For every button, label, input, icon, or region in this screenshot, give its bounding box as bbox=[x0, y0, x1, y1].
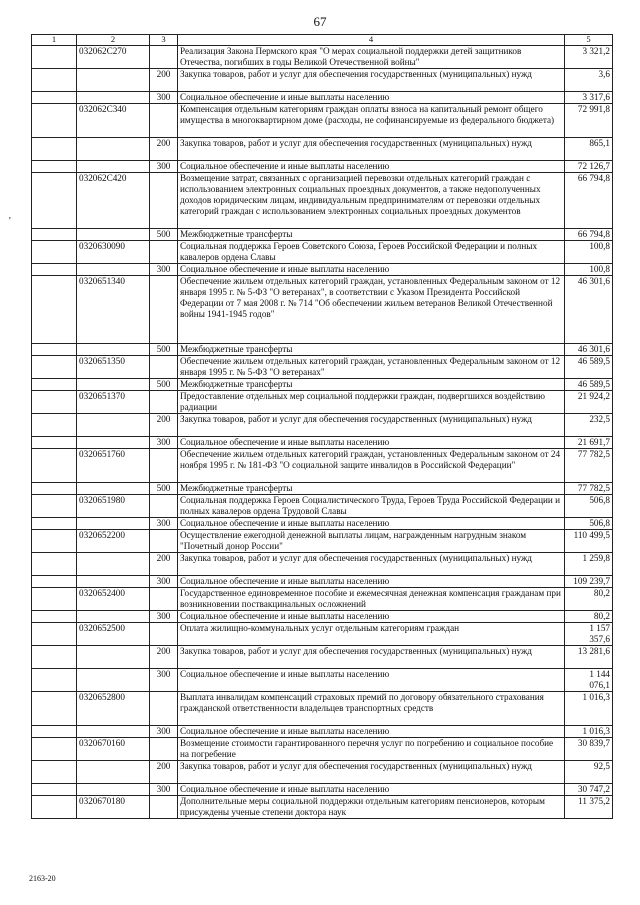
row-amount: 92,5 bbox=[565, 761, 613, 784]
row-amount: 1 016,3 bbox=[565, 692, 613, 726]
footer-code: 2163-20 bbox=[29, 874, 56, 883]
row-col1-cell bbox=[32, 229, 77, 241]
row-description: Социальное обеспечение и иные выплаты населению bbox=[178, 784, 565, 796]
row-amount: 72 126,7 bbox=[565, 161, 613, 173]
row-target-code: 0320670160 bbox=[77, 738, 150, 761]
column-header-3: 3 bbox=[150, 35, 178, 46]
row-col1-cell bbox=[32, 553, 77, 576]
row-target-code: 0320652500 bbox=[77, 623, 150, 646]
table-row bbox=[32, 276, 613, 344]
column-header-1: 1 bbox=[32, 35, 77, 46]
row-target-code bbox=[77, 483, 150, 495]
row-expense-type bbox=[150, 623, 178, 646]
row-col1-cell bbox=[32, 356, 77, 379]
row-description: Социальное обеспечение и иные выплаты населению bbox=[178, 726, 565, 738]
row-expense-type: 200 bbox=[150, 69, 178, 92]
table-row bbox=[32, 738, 613, 761]
row-target-code: 0320652200 bbox=[77, 530, 150, 553]
table-row bbox=[32, 518, 613, 530]
row-col1-cell bbox=[32, 669, 77, 692]
row-target-code bbox=[77, 553, 150, 576]
row-description: Закупка товаров, работ и услуг для обеспечения государственных (муниципальных) нужд bbox=[178, 138, 565, 161]
row-description: Оплата жилищно-коммунальных услуг отдельным категориям граждан bbox=[178, 623, 565, 646]
row-target-code bbox=[77, 379, 150, 391]
row-expense-type: 300 bbox=[150, 437, 178, 449]
row-description: Обеспечение жильем отдельных категорий граждан, установленных Федеральным законом от 12 января 1995 г. № 5-ФЗ "О ветеранах" bbox=[178, 356, 565, 379]
row-expense-type: 500 bbox=[150, 483, 178, 495]
row-description: Предоставление отдельных мер социальной поддержки граждан, подвергшихся воздействию радиации bbox=[178, 391, 565, 414]
row-col1-cell bbox=[32, 69, 77, 92]
row-expense-type bbox=[150, 104, 178, 138]
row-expense-type bbox=[150, 391, 178, 414]
row-col1-cell bbox=[32, 611, 77, 623]
table-row bbox=[32, 356, 613, 379]
row-expense-type bbox=[150, 796, 178, 819]
table-row bbox=[32, 796, 613, 819]
row-col1-cell bbox=[32, 623, 77, 646]
row-description: Дополнительные меры социальной поддержки отдельным категориям пенсионеров, которым присуждены ученые степени доктора наук bbox=[178, 796, 565, 819]
row-col1-cell bbox=[32, 530, 77, 553]
table-row bbox=[32, 692, 613, 726]
table-row bbox=[32, 669, 613, 692]
row-description: Закупка товаров, работ и услуг для обеспечения государственных (муниципальных) нужд bbox=[178, 414, 565, 437]
row-expense-type: 300 bbox=[150, 161, 178, 173]
row-amount: 3 317,6 bbox=[565, 92, 613, 104]
row-target-code: 032062С420 bbox=[77, 173, 150, 229]
row-amount: 1 157 357,6 bbox=[565, 623, 613, 646]
row-col1-cell bbox=[32, 692, 77, 726]
row-target-code: 0320651760 bbox=[77, 449, 150, 483]
row-expense-type bbox=[150, 738, 178, 761]
table-row bbox=[32, 588, 613, 611]
row-expense-type: 500 bbox=[150, 229, 178, 241]
row-target-code bbox=[77, 784, 150, 796]
table-row bbox=[32, 414, 613, 437]
row-description: Социальная поддержка Героев Советского Союза, Героев Российской Федерации и полных кавалеров ордена Славы bbox=[178, 241, 565, 264]
row-expense-type: 300 bbox=[150, 784, 178, 796]
row-amount: 3 321,2 bbox=[565, 46, 613, 69]
row-expense-type bbox=[150, 241, 178, 264]
row-target-code bbox=[77, 611, 150, 623]
row-col1-cell bbox=[32, 241, 77, 264]
table-row bbox=[32, 344, 613, 356]
row-description: Обеспечение жильем отдельных категорий граждан, установленных Федеральным законом от 12 января 1995 г. № 5-ФЗ "О ветеранах", в соответствии с Указом Президента Российской Федерации от 7 мая 2008 г. № 714 "Об обеспечении жильем ветеранов Великой Отечественной войны 1941-1945 годов" bbox=[178, 276, 565, 344]
row-amount: 100,8 bbox=[565, 241, 613, 264]
row-amount: 11 375,2 bbox=[565, 796, 613, 819]
table-row bbox=[32, 229, 613, 241]
row-description: Социальное обеспечение и иные выплаты населению bbox=[178, 437, 565, 449]
row-amount: 66 794,8 bbox=[565, 173, 613, 229]
row-amount: 46 301,6 bbox=[565, 276, 613, 344]
table-row bbox=[32, 761, 613, 784]
row-description: Социальное обеспечение и иные выплаты населению bbox=[178, 611, 565, 623]
row-description: Социальное обеспечение и иные выплаты населению bbox=[178, 518, 565, 530]
row-description: Межбюджетные трансферты bbox=[178, 483, 565, 495]
row-expense-type: 300 bbox=[150, 92, 178, 104]
row-col1-cell bbox=[32, 414, 77, 437]
row-description: Социальное обеспечение и иные выплаты населению bbox=[178, 92, 565, 104]
row-expense-type: 200 bbox=[150, 553, 178, 576]
row-description: Возмещение затрат, связанных с организацией перевозки отдельных категорий граждан с использованием электронных социальных проездных документов, а также недополученных доходов юридическим лицам, индивидуальным предпринимателям от перевозки отдельных категорий граждан с использованием электронных социальных проездных документов bbox=[178, 173, 565, 229]
table-body bbox=[32, 46, 613, 819]
table-row bbox=[32, 92, 613, 104]
row-amount: 80,2 bbox=[565, 611, 613, 623]
row-expense-type: 300 bbox=[150, 611, 178, 623]
row-target-code bbox=[77, 576, 150, 588]
row-target-code: 0320652800 bbox=[77, 692, 150, 726]
row-target-code bbox=[77, 92, 150, 104]
row-col1-cell bbox=[32, 588, 77, 611]
row-amount: 506,8 bbox=[565, 518, 613, 530]
row-col1-cell bbox=[32, 161, 77, 173]
row-amount: 77 782,5 bbox=[565, 483, 613, 495]
row-expense-type: 300 bbox=[150, 264, 178, 276]
row-description: Закупка товаров, работ и услуг для обеспечения государственных (муниципальных) нужд bbox=[178, 553, 565, 576]
row-description: Социальное обеспечение и иные выплаты населению bbox=[178, 161, 565, 173]
row-amount: 110 499,5 bbox=[565, 530, 613, 553]
row-description: Закупка товаров, работ и услуг для обеспечения государственных (муниципальных) нужд bbox=[178, 646, 565, 669]
table-row bbox=[32, 264, 613, 276]
row-amount: 80,2 bbox=[565, 588, 613, 611]
margin-mark: ' bbox=[9, 216, 11, 227]
row-col1-cell bbox=[32, 483, 77, 495]
row-expense-type: 500 bbox=[150, 344, 178, 356]
table-row bbox=[32, 553, 613, 576]
row-amount: 232,5 bbox=[565, 414, 613, 437]
table-row bbox=[32, 173, 613, 229]
row-col1-cell bbox=[32, 646, 77, 669]
row-description: Государственное единовременное пособие и ежемесячная денежная компенсация гражданам при возникновении поствакцинальных осложнений bbox=[178, 588, 565, 611]
column-header-4: 4 bbox=[178, 35, 565, 46]
row-col1-cell bbox=[32, 495, 77, 518]
row-amount: 1 144 076,1 bbox=[565, 669, 613, 692]
row-amount: 66 794,8 bbox=[565, 229, 613, 241]
row-description: Обеспечение жильем отдельных категорий граждан, установленных Федеральным законом от 24 ноября 1995 г. № 181-ФЗ "О социальной защите инвалидов в Российской Федерации" bbox=[178, 449, 565, 483]
column-header-5: 5 bbox=[565, 35, 613, 46]
row-expense-type bbox=[150, 173, 178, 229]
row-amount: 46 301,6 bbox=[565, 344, 613, 356]
row-description: Социальное обеспечение и иные выплаты населению bbox=[178, 576, 565, 588]
row-col1-cell bbox=[32, 46, 77, 69]
row-expense-type bbox=[150, 276, 178, 344]
table-row bbox=[32, 46, 613, 69]
row-amount: 100,8 bbox=[565, 264, 613, 276]
row-col1-cell bbox=[32, 138, 77, 161]
table-row bbox=[32, 437, 613, 449]
table-row bbox=[32, 161, 613, 173]
row-col1-cell bbox=[32, 796, 77, 819]
row-target-code bbox=[77, 437, 150, 449]
row-target-code: 0320670180 bbox=[77, 796, 150, 819]
row-description: Социальное обеспечение и иные выплаты населению bbox=[178, 264, 565, 276]
row-expense-type: 300 bbox=[150, 669, 178, 692]
row-target-code bbox=[77, 161, 150, 173]
row-expense-type: 200 bbox=[150, 138, 178, 161]
row-expense-type: 500 bbox=[150, 379, 178, 391]
row-col1-cell bbox=[32, 276, 77, 344]
table-row bbox=[32, 495, 613, 518]
row-target-code: 0320652400 bbox=[77, 588, 150, 611]
row-col1-cell bbox=[32, 173, 77, 229]
row-description: Закупка товаров, работ и услуг для обеспечения государственных (муниципальных) нужд bbox=[178, 69, 565, 92]
row-col1-cell bbox=[32, 518, 77, 530]
row-target-code: 0320651980 bbox=[77, 495, 150, 518]
row-target-code bbox=[77, 646, 150, 669]
row-expense-type bbox=[150, 449, 178, 483]
table-row bbox=[32, 104, 613, 138]
row-col1-cell bbox=[32, 761, 77, 784]
row-description: Социальная поддержка Героев Социалистического Труда, Героев Труда Российской Федерации и полных кавалеров ордена Трудовой Славы bbox=[178, 495, 565, 518]
row-target-code bbox=[77, 138, 150, 161]
row-description: Межбюджетные трансферты bbox=[178, 229, 565, 241]
row-col1-cell bbox=[32, 391, 77, 414]
table-row bbox=[32, 576, 613, 588]
row-amount: 13 281,6 bbox=[565, 646, 613, 669]
row-expense-type: 200 bbox=[150, 761, 178, 784]
table-row bbox=[32, 784, 613, 796]
row-description: Закупка товаров, работ и услуг для обеспечения государственных (муниципальных) нужд bbox=[178, 761, 565, 784]
row-amount: 77 782,5 bbox=[565, 449, 613, 483]
row-amount: 30 839,7 bbox=[565, 738, 613, 761]
row-description: Реализация Закона Пермского края "О мерах социальной поддержки детей защитников Отечества, погибших в годы Великой Отечественной войны" bbox=[178, 46, 565, 69]
row-target-code: 0320651350 bbox=[77, 356, 150, 379]
table-row bbox=[32, 623, 613, 646]
row-amount: 46 589,5 bbox=[565, 379, 613, 391]
row-expense-type: 300 bbox=[150, 576, 178, 588]
table-row bbox=[32, 449, 613, 483]
row-target-code: 032062С340 bbox=[77, 104, 150, 138]
row-col1-cell bbox=[32, 379, 77, 391]
row-col1-cell bbox=[32, 104, 77, 138]
row-col1-cell bbox=[32, 344, 77, 356]
table-row bbox=[32, 646, 613, 669]
row-amount: 109 239,7 bbox=[565, 576, 613, 588]
table-row bbox=[32, 138, 613, 161]
row-amount: 21 691,7 bbox=[565, 437, 613, 449]
row-target-code bbox=[77, 669, 150, 692]
row-description: Межбюджетные трансферты bbox=[178, 379, 565, 391]
row-expense-type bbox=[150, 530, 178, 553]
row-target-code bbox=[77, 414, 150, 437]
row-target-code bbox=[77, 69, 150, 92]
row-target-code: 032062С270 bbox=[77, 46, 150, 69]
table-row bbox=[32, 611, 613, 623]
budget-table bbox=[31, 34, 613, 819]
row-amount: 1 259,8 bbox=[565, 553, 613, 576]
row-description: Возмещение стоимости гарантированного перечня услуг по погребению и социальное пособие на погребение bbox=[178, 738, 565, 761]
table-row bbox=[32, 483, 613, 495]
column-header-2: 2 bbox=[77, 35, 150, 46]
row-target-code bbox=[77, 264, 150, 276]
row-target-code: 0320630090 bbox=[77, 241, 150, 264]
row-expense-type bbox=[150, 356, 178, 379]
table-row bbox=[32, 379, 613, 391]
row-expense-type bbox=[150, 495, 178, 518]
row-amount: 865,1 bbox=[565, 138, 613, 161]
row-target-code bbox=[77, 229, 150, 241]
row-expense-type: 200 bbox=[150, 646, 178, 669]
row-expense-type: 200 bbox=[150, 414, 178, 437]
row-col1-cell bbox=[32, 264, 77, 276]
row-col1-cell bbox=[32, 726, 77, 738]
row-col1-cell bbox=[32, 92, 77, 104]
row-amount: 72 991,8 bbox=[565, 104, 613, 138]
row-description: Выплата инвалидам компенсаций страховых премий по договору обязательного страхования гражданской ответственности владельцев транспортных средств bbox=[178, 692, 565, 726]
row-target-code bbox=[77, 344, 150, 356]
row-target-code bbox=[77, 761, 150, 784]
row-amount: 21 924,2 bbox=[565, 391, 613, 414]
table-row bbox=[32, 241, 613, 264]
row-expense-type: 300 bbox=[150, 518, 178, 530]
table-header-row bbox=[32, 35, 613, 46]
row-expense-type bbox=[150, 588, 178, 611]
table-row bbox=[32, 530, 613, 553]
row-amount: 30 747,2 bbox=[565, 784, 613, 796]
page-number: 67 bbox=[313, 14, 327, 29]
row-target-code bbox=[77, 726, 150, 738]
row-amount: 506,8 bbox=[565, 495, 613, 518]
row-description: Компенсация отдельным категориям граждан оплаты взноса на капитальный ремонт общего имущества в многоквартирном доме (расходы, не софинансируемые из федерального бюджета) bbox=[178, 104, 565, 138]
table-row bbox=[32, 391, 613, 414]
row-col1-cell bbox=[32, 576, 77, 588]
row-col1-cell bbox=[32, 437, 77, 449]
row-col1-cell bbox=[32, 738, 77, 761]
row-col1-cell bbox=[32, 784, 77, 796]
row-target-code bbox=[77, 518, 150, 530]
row-target-code: 0320651340 bbox=[77, 276, 150, 344]
row-expense-type bbox=[150, 46, 178, 69]
row-description: Осуществление ежегодной денежной выплаты лицам, награжденным нагрудным знаком "Почетный донор России" bbox=[178, 530, 565, 553]
row-amount: 46 589,5 bbox=[565, 356, 613, 379]
row-expense-type: 300 bbox=[150, 726, 178, 738]
row-amount: 1 016,3 bbox=[565, 726, 613, 738]
row-expense-type bbox=[150, 692, 178, 726]
row-target-code: 0320651370 bbox=[77, 391, 150, 414]
row-description: Межбюджетные трансферты bbox=[178, 344, 565, 356]
row-amount: 3,6 bbox=[565, 69, 613, 92]
table-row bbox=[32, 69, 613, 92]
table-row bbox=[32, 726, 613, 738]
row-description: Социальное обеспечение и иные выплаты населению bbox=[178, 669, 565, 692]
row-col1-cell bbox=[32, 449, 77, 483]
